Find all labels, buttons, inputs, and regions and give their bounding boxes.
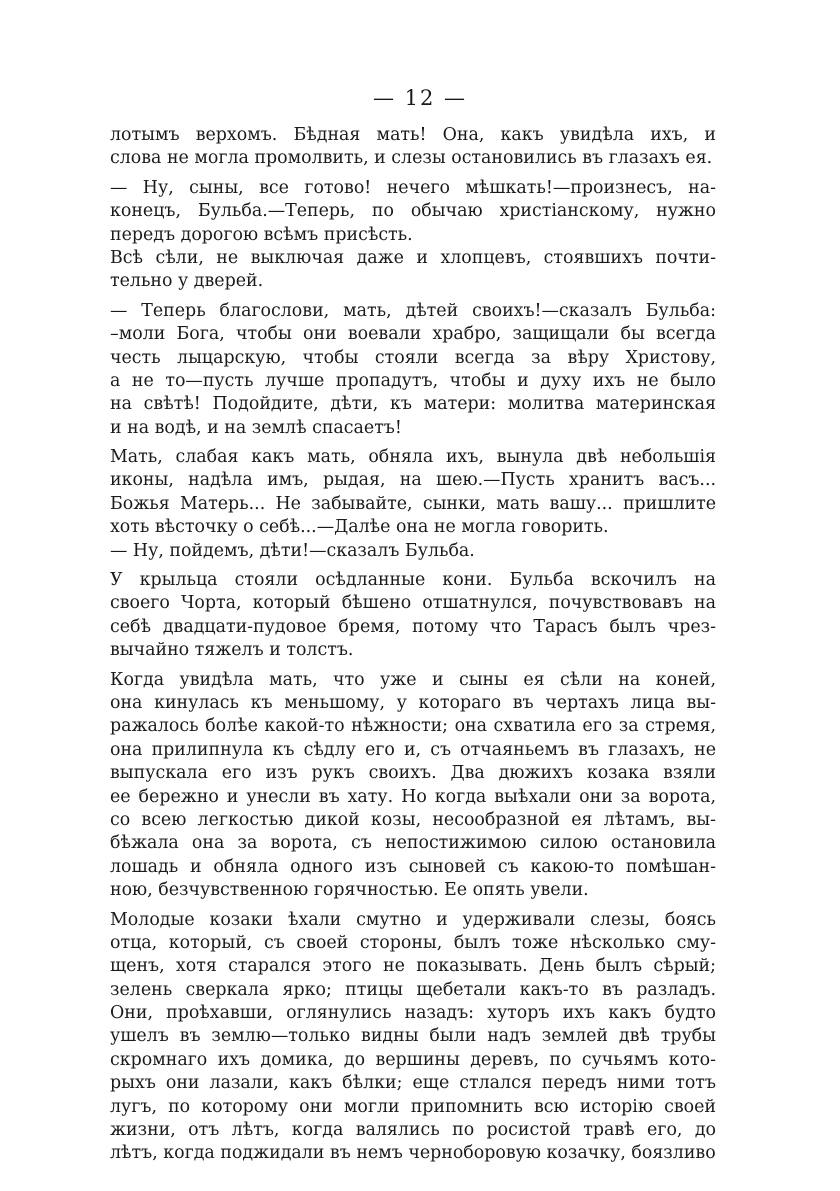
- text-line: себѣ двадцати-пудовое бремя, потому что Тарасъ былъ чрез-: [110, 616, 716, 637]
- text-line: иконы, надѣла имъ, рыдая, на шею.—Пусть хранитъ васъ...: [110, 470, 716, 491]
- text-line: зелень сверкала ярко; птицы щебетали какъ-то въ разладъ.: [110, 979, 716, 1000]
- text-line: Они, проѣхавши, оглянулись назадъ: хуторъ ихъ какъ будто: [110, 1003, 716, 1024]
- text-line: тельно у дверей.: [110, 271, 264, 292]
- text-line: она кинулась къ меньшому, у котораго въ чертахъ лица вы-: [110, 692, 716, 713]
- text-line: отца, который, съ своей стороны, былъ тоже нѣсколько сму-: [110, 932, 716, 953]
- text-line: на свѣтѣ! Подойдите, дѣти, къ матери: молитва материнская: [110, 394, 716, 415]
- text-line: передъ дорогою всѣмъ присѣсть.: [110, 224, 413, 245]
- text-line: — Ну, сыны, все готово! нечего мѣшкать!—произнесъ, на-: [110, 177, 716, 198]
- paragraph: [110, 124, 716, 171]
- text-line: щенъ, хотя старался этого не показывать. День былъ сѣрый;: [110, 956, 716, 977]
- text-line: ушелъ въ землю—только видны были надъ землей двѣ трубы: [110, 1026, 716, 1047]
- text-line: ною, безчувственною горячностью. Ее опять увели.: [110, 880, 589, 901]
- text-line: выпускала его изъ рукъ своихъ. Два дюжихъ козака взяли: [110, 763, 716, 784]
- text-line: а не то—пусть лучше пропадутъ, чтобы и духу ихъ не было: [110, 370, 716, 391]
- text-line: со всею легкостью дикой козы, несообразной ея лѣтамъ, вы-: [110, 809, 716, 830]
- text-line: вычайно тяжелъ и толстъ.: [110, 640, 354, 661]
- text-line: скромнаго ихъ домика, до вершины деревъ, по сучьямъ кото-: [110, 1049, 716, 1070]
- text-line: слова не могла промолвить, и слезы остановились въ глазахъ ея.: [110, 148, 713, 169]
- text-line: Молодые козаки ѣхали смутно и удерживали слезы, боясь: [110, 909, 716, 930]
- paragraph: [110, 569, 716, 663]
- text-line: честь лыцарскую, чтобы стояли всегда за вѣру Христову,: [110, 347, 716, 368]
- text-line: Когда увидѣла мать, что уже и сыны ея сѣли на коней,: [110, 669, 716, 690]
- text-line: Мать, слабая какъ мать, обняла ихъ, вынула двѣ небольшія: [110, 447, 716, 468]
- text-line: ее бережно и унесли въ хату. Но когда выѣхали они за ворота,: [110, 786, 716, 807]
- text-line: своего Чорта, который бѣшено отшатнулся, почувствовавъ на: [110, 593, 716, 614]
- text-line: –моли Бога, чтобы они воевали храбро, защищали бы всегда: [110, 324, 716, 345]
- paragraph: [110, 300, 716, 440]
- text-line: бѣжала она за ворота, съ непостижимою силою остановила: [110, 833, 716, 854]
- paragraph: [110, 540, 716, 563]
- text-line: жизни, отъ лѣтъ, когда валялись по росистой травѣ его, до: [110, 1120, 716, 1141]
- page-number: — 12 —: [372, 86, 468, 110]
- text-line: У крыльца стояли осѣдланные кони. Бульба вскочилъ на: [110, 570, 716, 591]
- paragraph: [110, 446, 716, 540]
- text-line: рыхъ они лазали, какъ бѣлки; еще стлался передъ ними тотъ: [110, 1073, 716, 1094]
- text-line: конецъ, Бульба.—Теперь, по обычаю христіанскому, нужно: [110, 201, 716, 222]
- text-line: лѣтъ, когда поджидали въ немъ черноборовую козачку, боязливо: [110, 1143, 716, 1164]
- text-line: она прилипнула къ сѣдлу его и, съ отчаяньемъ въ глазахъ, не: [110, 739, 716, 760]
- text-line: Божья Матерь... Не забывайте, сынки, мать вашу... пришлите: [110, 493, 716, 514]
- paragraph: [110, 177, 716, 247]
- text-line: — Теперь благослови, мать, дѣтей своихъ!—сказалъ Бульба:: [110, 300, 716, 321]
- text-block: [110, 124, 716, 1166]
- text-line: лугъ, по которому они могли припомнить всю исторію своей: [110, 1096, 716, 1117]
- text-line: ражалось болѣе какой-то нѣжности; она схватила его за стремя,: [110, 716, 716, 737]
- text-line: Всѣ сѣли, не выключая даже и хлопцевъ, стоявшихъ почти-: [110, 247, 716, 268]
- paragraph: [110, 669, 716, 903]
- text-line: хоть вѣсточку о себѣ...—Далѣе она не могла говорить.: [110, 517, 609, 538]
- paragraph: [110, 909, 716, 1166]
- text-line: лошадь и обняла одного изъ сыновей съ какою-то помѣшан-: [110, 856, 716, 877]
- text-line: лотымъ верхомъ. Бѣдная мать! Она, какъ увидѣла ихъ, и: [110, 125, 716, 145]
- text-line: и на водѣ, и на землѣ спасаетъ!: [110, 417, 402, 438]
- paragraph: [110, 247, 716, 294]
- text-line: — Ну, пойдемъ, дѣти!—сказалъ Бульба.: [110, 540, 475, 561]
